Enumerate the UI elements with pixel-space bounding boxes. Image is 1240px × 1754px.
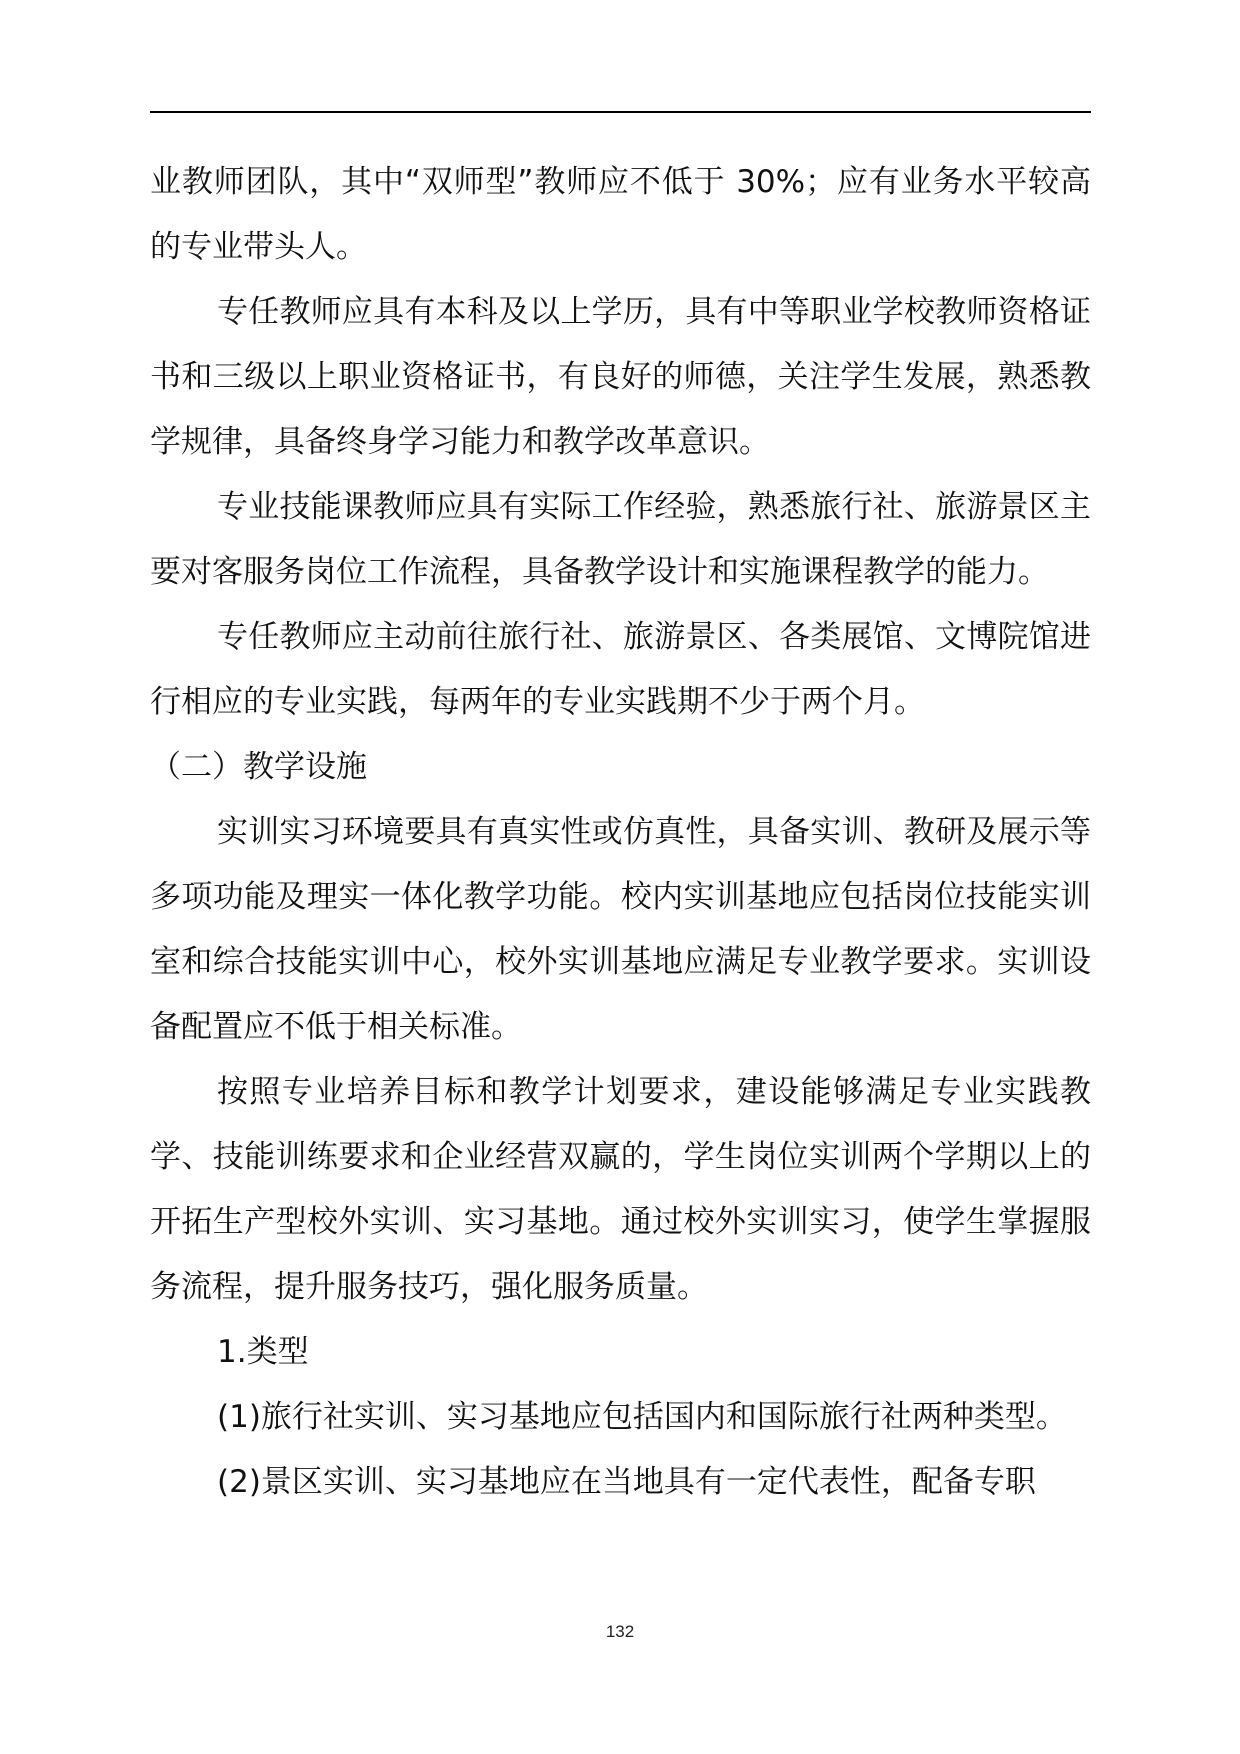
document-body — [150, 150, 1091, 1515]
paragraph: 专业技能课教师应具有实际工作经验，熟悉旅行社、旅游景区主要对客服务岗位工作流程，具备教学设计和实施课程教学的能力。 — [150, 489, 1091, 590]
list-item: (1)旅行社实训、实习基地应包括国内和国际旅行社两种类型。 — [217, 1399, 1067, 1435]
header-rule — [150, 111, 1091, 113]
page-number: 132 — [605, 1622, 635, 1641]
section-heading: （二）教学设施 — [150, 749, 367, 785]
paragraph: 业教师团队，其中“双师型”教师应不低于 30%；应有业务水平较高的专业带头人。 — [150, 164, 1091, 265]
paragraph: 专任教师应主动前往旅行社、旅游景区、各类展馆、文博院馆进行相应的专业实践，每两年的专业实践期不少于两个月。 — [150, 619, 1091, 720]
paragraph: 实训实习环境要具有真实性或仿真性，具备实训、教研及展示等多项功能及理实一体化教学功能。校内实训基地应包括岗位技能实训室和综合技能实训中心，校外实训基地应满足专业教学要求。实训设备配置应不低于相关标准。 — [150, 814, 1091, 1045]
subheading: 1.类型 — [217, 1334, 309, 1370]
list-item: (2)景区实训、实习基地应在当地具有一定代表性，配备专职 — [217, 1464, 1036, 1500]
paragraph: 专任教师应具有本科及以上学历，具有中等职业学校教师资格证书和三级以上职业资格证书，有良好的师德，关注学生发展，熟悉教学规律，具备终身学习能力和教学改革意识。 — [150, 294, 1091, 460]
paragraph: 按照专业培养目标和教学计划要求，建设能够满足专业实践教学、技能训练要求和企业经营双赢的，学生岗位实训两个学期以上的开拓生产型校外实训、实习基地。通过校外实训实习，使学生掌握服务流程，提升服务技巧，强化服务质量。 — [150, 1074, 1091, 1305]
